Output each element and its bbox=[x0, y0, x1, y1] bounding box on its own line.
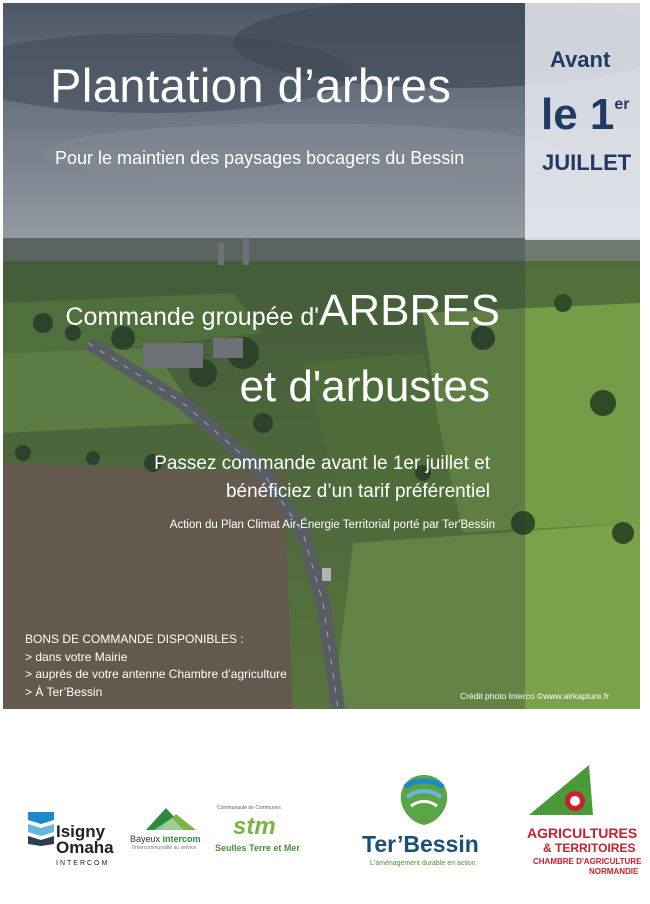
agri-line4: NORMANDIE bbox=[589, 867, 639, 876]
terbessin-leaf-icon bbox=[399, 773, 449, 827]
order-forms-item: > dans votre Mairie bbox=[25, 649, 128, 664]
headline-prefix: Commande groupée d' bbox=[65, 303, 320, 331]
stm-logo bbox=[215, 805, 305, 857]
terbessin-wordmark: Ter’Bessin bbox=[362, 831, 479, 857]
headline-arbres: ARBRES bbox=[319, 286, 500, 335]
action-plan-text: Action du Plan Climat Air-Énergie Territorial porté par Ter'Bessin bbox=[169, 519, 495, 531]
bayeux-wordmark bbox=[130, 834, 201, 844]
deadline-day: le 1 bbox=[541, 90, 615, 139]
stm-top-text: Communauté de Communes bbox=[217, 805, 281, 811]
agri-line2: & TERRITOIRES bbox=[543, 841, 636, 855]
deadline-month: JUILLET bbox=[542, 150, 632, 175]
partner-logos bbox=[0, 709, 650, 904]
agri-line3: CHAMBRE D'AGRICULTURE bbox=[533, 857, 642, 866]
headline-line2: et d'arbustes bbox=[239, 362, 490, 411]
stm-subtitle: Seulles Terre et Mer bbox=[215, 843, 300, 853]
bayeux-mark-icon bbox=[146, 804, 196, 830]
isigny-line3: INTERCOM bbox=[56, 860, 110, 867]
terbessin-tagline: L'aménagement durable en action bbox=[370, 860, 476, 867]
isigny-line1: Isigny bbox=[56, 822, 106, 841]
order-forms-title: BONS DE COMMANDE DISPONIBLES : bbox=[25, 632, 244, 646]
deadline-date bbox=[541, 90, 630, 140]
order-forms-item: > À Ter’Bessin bbox=[25, 684, 103, 699]
bayeux-intercom: intercom bbox=[162, 834, 201, 844]
isigny-mark-icon bbox=[28, 812, 54, 846]
deadline-day-suffix: er bbox=[614, 96, 630, 113]
isigny-wordmark bbox=[56, 824, 114, 872]
headline-line1 bbox=[66, 286, 501, 336]
bayeux-intercom-logo bbox=[128, 804, 208, 859]
bayeux-tagline: l'intercommunalité au service bbox=[132, 845, 197, 851]
isigny-line2: Omaha bbox=[56, 838, 114, 857]
chambre-agriculture-logo bbox=[527, 765, 642, 880]
order-forms-info bbox=[25, 631, 287, 701]
stm-wordmark: stm bbox=[233, 813, 276, 840]
offer-line1: Passez commande avant le 1er juillet et bbox=[154, 453, 490, 474]
deadline-avant: Avant bbox=[550, 47, 611, 72]
page-title: Plantation d’arbres bbox=[50, 59, 452, 112]
page-subtitle: Pour le maintien des paysages bocagers du Bessin bbox=[55, 148, 465, 168]
order-forms-item: > auprès de votre antenne Chambre d’agriculture bbox=[25, 667, 287, 681]
terbessin-logo bbox=[362, 773, 487, 873]
isigny-omaha-logo bbox=[28, 804, 118, 867]
bayeux-name: Bayeux bbox=[130, 834, 163, 844]
agriculture-a-icon bbox=[529, 765, 599, 823]
offer-line2: bénéficiez d’un tarif préférentiel bbox=[225, 481, 490, 502]
agri-line1: AGRICULTURES bbox=[527, 825, 638, 841]
photo-credit: Crédit photo Interco ©www.airkapture.fr bbox=[460, 691, 609, 701]
